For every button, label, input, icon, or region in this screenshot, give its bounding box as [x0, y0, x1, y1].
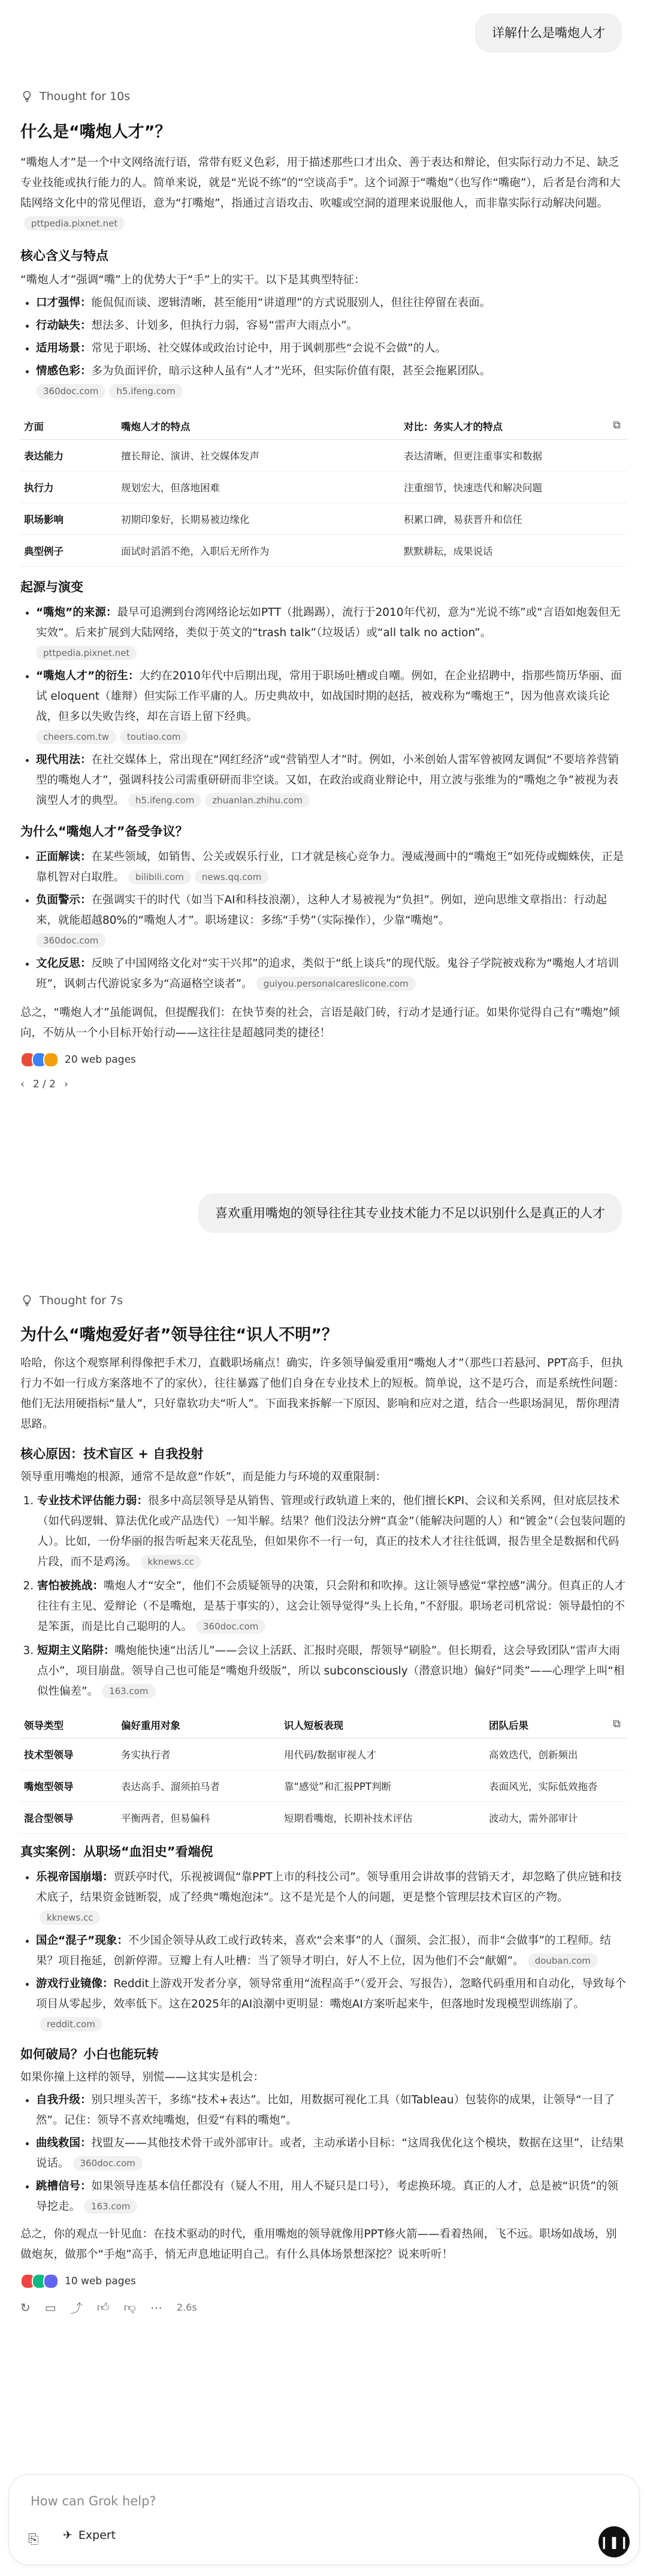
voice-mode-button[interactable]: [598, 2526, 630, 2557]
message-actions: [20, 2299, 627, 2316]
thumbs-up-icon[interactable]: 👍︎: [96, 2300, 110, 2314]
source-chip[interactable]: toutiao.com: [120, 730, 188, 744]
more-icon[interactable]: ⋯: [150, 2300, 162, 2315]
table-header: 对比：务实人才的特点: [400, 413, 627, 440]
list-item: • 乐视帝国崩塌：贾跃亭时代，乐视被调侃“靠PPT上市的科技公司”。领导重用会讲故事的营销天才，却忽略了供应链和技术底子，结果资金链断裂，成了经典“嘴炮泡沫”。这不是光是个人的问题，更是整个管理层技术盲区的产物。kknews.cc: [36, 1867, 627, 1928]
table-row: 嘴炮型领导 表达高手、溜须拍马者 靠“感觉”和汇报PPT判断 表面风光，实际低效拖沓: [20, 1770, 627, 1802]
copy-icon[interactable]: ⧉: [613, 1718, 621, 1730]
web-pages-button[interactable]: [20, 1052, 627, 1068]
pager-label: 2 / 2: [32, 1078, 56, 1090]
response-2: [20, 1322, 627, 2316]
comment-icon[interactable]: ▭: [44, 2300, 56, 2315]
source-chip[interactable]: pttpedia.pixnet.net: [36, 646, 137, 660]
source-chip[interactable]: 360doc.com: [196, 1619, 265, 1634]
user-message-text: 喜欢重用嘴炮的领导往往其专业技术能力不足以识别什么是真正的人才: [215, 1206, 605, 1220]
section-title: 起源与演变: [20, 580, 83, 594]
web-pages-label: 20 web pages: [65, 1054, 136, 1066]
source-chip[interactable]: 163.com: [102, 1684, 155, 1698]
leader-table-wrap: [20, 1712, 627, 1834]
table-header: 识人短板表现: [280, 1712, 485, 1739]
list-item: 1. 专业技术评估能力弱：很多中高层领导是从销售、管理或行政轨道上来的，他们擅长KPI、会议和关系网，但对底层技术（如代码逻辑、算法优化或产品迭代）一知半解。结果？他们没法分辨“真金”（能解决问题的人）和“镀金”（会包装问题的人）。比如，一份华丽的报告听起来天花乱坠，但如果你不一行一句，真正的技术人才往往低调，报告里全是数据和代码片段，而不是鸡汤。 kknews.cc: [37, 1491, 627, 1573]
source-chip[interactable]: kknews.cc: [40, 1910, 100, 1925]
intro-paragraph: 哈哈，你这个观察犀利得像把手术刀，直戳职场痛点！确实，许多领导偏爱重用“嘴炮人才”（那些口若悬河、PPT高手，但执行力不如一行成方案落地不了的家伙），往往暴露了他们自身在专业技术上的短板。简单说，这不是巧合，而是系统性问题：他们无法用硬指标“量人”，只好靠软功夫“听人”。下面我来拆解一下原因、影响和应对之道，结合一些职场洞见，帮你理清思路。: [20, 1357, 625, 1431]
list-item: • 正面解读：在某些领域，如销售、公关或娱乐行业，口才就是核心竞争力。漫威漫画中的“嘴炮王”如死侍或蜘蛛侠，正是靠机智对白取胜。 bilibili.com news.qq.com: [36, 847, 627, 888]
response-time: 2.6s: [176, 2302, 197, 2313]
tips-list: [20, 2090, 627, 2217]
table-header: 方面: [20, 413, 117, 440]
section-lead: 领导重用嘴炮的根源，通常不是故意“作妖”，而是能力与环境的双重限制：: [20, 1471, 387, 1483]
composer: [8, 2474, 640, 2565]
intro-paragraph: “嘴炮人才”是一个中文网络流行语，常带有贬义色彩，用于描述那些口才出众、善于表达和辩论，但实际行动力不足、缺乏专业技能或执行能力的人。简单来说，就是“光说不练”的“空谈高手”。这个词源于“嘴炮”（也写作“嘴砲”），后者是台湾和大陆网络文化中的常见俚语，意为“打嘴炮”，指通过言语攻击、吹嘘或空洞的道理来说服他人，而非靠实际行动解决问题。pttpedia.pixnet.net: [20, 153, 627, 234]
list-item: • 负面警示：在强调实干的时代（如当下AI和科技浪潮），这种人才易被视为“负担”。例如，逆向思维文章指出：行动起来，就能超越80%的“嘴炮人才”。职场建议：多练“手势”（实际操作），少靠“嘴炮”。 360doc.com: [36, 890, 627, 951]
comparison-table: [20, 413, 627, 567]
thought-toggle[interactable]: [20, 1294, 123, 1307]
section-title: 真实案例：从职场“血泪史”看端倪: [20, 1845, 213, 1859]
list-item: • 口才强悍：能侃侃而谈、逻辑清晰，甚至能用“讲道理”的方式说服别人，但往往停留在表面。: [36, 293, 627, 313]
thought-label: Thought for 10s: [40, 90, 131, 103]
attach-icon[interactable]: ⎘: [28, 2532, 39, 2547]
web-pages-label: 10 web pages: [65, 2275, 136, 2287]
source-chip[interactable]: cheers.com.tw: [36, 730, 116, 744]
waveform-icon: ❙❚❙: [598, 2535, 630, 2549]
list-item: • 国企“混子”现象：不少国企领导从政工或行政转来，喜欢“会来事”的人（溜须、会汇报），而非“会做事”的工程师。结果？项目拖延，创新停滞。豆瓣上有人吐槽：当了领导才明白，好人不上位，因为他们不会“献媚”。 douban.com: [36, 1931, 627, 1972]
source-chip[interactable]: reddit.com: [40, 2017, 102, 2031]
list-item: 3. 短期主义陷阱：嘴炮能快速“出活儿”——会议上活跃、汇报时亮眼，帮领导“刷脸”。但长期看，这会导致团队“雷声大雨点小”，项目崩盘。领导自己也可能是“嘴炮升级版”，所以 subconsciously（潜意识地）偏好“同类”——心理学上叫“相似性偏差”。 163.com: [37, 1641, 627, 1702]
section-title: 核心含义与特点: [20, 249, 108, 263]
section-title: 核心原因：技术盲区 + 自我投射: [20, 1447, 204, 1461]
mode-label: Expert: [78, 2529, 116, 2542]
summary-paragraph: 总之，“嘴炮人才”虽能调侃，但提醒我们：在快节奏的社会，言语是敲门砖，行动才是通行证。如果你觉得自己有“嘴炮”倾向，不妨从一个小目标开始行动——这往往是超越同类的捷径！: [20, 1006, 620, 1039]
list-item: • 文化反思：反映了中国网络文化对“实干兴邦”的追求，类似于“纸上谈兵”的现代版。鬼谷子学院被戏称为“嘴炮人才培训班”，讽刺古代游说家多为“高逼格空谈者”。 guiyou.personalcareslicone.com: [36, 954, 627, 994]
rocket-icon: ✈: [63, 2529, 72, 2542]
source-favicons: [20, 1052, 59, 1068]
section-lead: 如果你撞上这样的领导，别慌——这其实是机会：: [20, 2071, 265, 2084]
feature-list: [20, 293, 627, 402]
response-pager: [20, 1078, 627, 1090]
response-title: 为什么“嘴炮爱好者”领导往往“识人不明”？: [20, 1326, 338, 1344]
copy-icon[interactable]: ⧉: [613, 419, 621, 431]
source-chip[interactable]: h5.ifeng.com: [128, 793, 201, 808]
source-chip[interactable]: bilibili.com: [128, 870, 191, 884]
table-row: 典型例子 面试时滔滔不绝，入职后无所作为 默默耕耘，成果说话: [20, 535, 627, 567]
source-favicons: [20, 2273, 59, 2289]
user-message-text: 详解什么是嘴炮人才: [492, 26, 605, 40]
user-message-bubble: [475, 13, 622, 53]
comparison-table-wrap: [20, 413, 627, 567]
table-row: 技术型领导 务实执行者 用代码/数据审视人才 高效迭代，创新频出: [20, 1739, 627, 1770]
lightbulb-icon: [20, 1294, 34, 1307]
source-chip[interactable]: 360doc.com: [36, 933, 105, 948]
case-list: [20, 1867, 627, 2035]
source-chip[interactable]: news.qq.com: [195, 870, 268, 884]
composer-input[interactable]: How can Grok help?: [31, 2494, 156, 2508]
source-chip[interactable]: pttpedia.pixnet.net: [24, 216, 125, 231]
table-header: 嘴炮人才的特点: [117, 413, 400, 440]
thought-toggle[interactable]: [20, 90, 130, 103]
list-item: • 现代用法：在社交媒体上，常出现在“网红经济”或“营销型人才”时。例如，小米创始人雷军曾被网友调侃“不要培养营销型的嘴炮人才”，强调科技公司需重研研而非空谈。又如，在政治或商业辩论中，用立波与张维为的“嘴炮之争”被视为表演型人才的典型。 h5.ifeng.com zhuanlan.zhihu.com: [36, 750, 627, 811]
table-header: 团队后果: [485, 1712, 627, 1739]
source-chip[interactable]: zhuanlan.zhihu.com: [205, 793, 310, 808]
source-chip[interactable]: guiyou.personalcareslicone.com: [256, 976, 416, 991]
section-title: 为什么“嘴炮人才”备受争议？: [20, 824, 188, 839]
user-message-bubble: [198, 1193, 622, 1233]
controversy-list: [20, 847, 627, 994]
source-chip[interactable]: douban.com: [528, 1954, 598, 1968]
list-item: • 自我升级：别只埋头苦干，多练“技术+表达”。比如，用数据可视化工具（如Tableau）包装你的成果，让领导“一目了然”。记住：领导不喜欢纯嘴炮，但爱“有料的嘴炮”。: [36, 2090, 627, 2131]
list-item: • “嘴炮人才”的衍生：大约在2010年代中后期出现，常用于职场吐槽或自嘲。例如，在企业招聘中，指那些简历华丽、面试 eloquent（雄辩）但实际工作平庸的人。历史典故中，如战国时期的赵括，被戏称为“嘴炮王”，因为他喜欢谈兵论战，但多以失败告终，却在言语上留下经典。 cheers.com.tw toutiao.com: [36, 666, 627, 748]
table-row: 职场影响 初期印象好，长期易被边缘化 积累口碑，易获晋升和信任: [20, 503, 627, 535]
web-pages-button[interactable]: [20, 2273, 627, 2289]
source-chip[interactable]: h5.ifeng.com: [109, 384, 182, 398]
regenerate-icon[interactable]: ↻: [20, 2300, 31, 2315]
table-row: 执行力 规划宏大，但落地困难 注重细节，快速迭代和解决问题: [20, 471, 627, 503]
source-chip[interactable]: kknews.cc: [141, 1555, 201, 1569]
source-chip[interactable]: 360doc.com: [36, 384, 105, 398]
lightbulb-icon: [20, 90, 34, 103]
chevron-right-icon[interactable]: ›: [64, 1078, 68, 1090]
response-title: 什么是“嘴炮人才”？: [20, 123, 171, 141]
list-item: • 行动缺失：想法多、计划多，但执行力弱，容易“雷声大雨点小”。: [36, 316, 627, 336]
section-title: 如何破局？小白也能玩转: [20, 2047, 159, 2061]
list-item: • “嘴炮”的来源：最早可追溯到台湾网络论坛如PTT（批踢踢），流行于2010年代初，意为“光说不练”或“言语如炮轰但无实效”。后来扩展到大陆网络，类似于英文的“trash talk”（垃圾话）或“all talk no action”。 pttpedia.pixnet.net: [36, 603, 627, 664]
mode-selector[interactable]: [63, 2529, 116, 2542]
list-item: • 跳槽信号：如果领导连基本信任都没有（疑人不用，用人不疑只是口号），考虑换环境。真正的人才，总是被“识货”的领导挖走。 163.com: [36, 2176, 627, 2217]
list-item: • 曲线救国：找盟友——其他技术骨干或外部审计。或者，主动承诺小目标：“这周我优化这个模块，数据在这里”，让结果说话。 360doc.com: [36, 2133, 627, 2174]
origin-list: [20, 603, 627, 811]
section-lead: “嘴炮人才”强调“嘴”上的优势大于“手”上的实干。以下是其典型特征：: [20, 274, 365, 286]
leader-table: [20, 1712, 627, 1834]
list-item: 2. 害怕被挑战：嘴炮人才“安全”，他们不会质疑领导的决策，只会附和和吹捧。这让领导感觉“掌控感”满分。但真正的人才往往有主见、爱辩论（不是嘴炮，是基于事实的），这会让领导觉得“头上长角，”不舒服。职场老司机常说：领导最怕的不是笨蛋，而是比自己聪明的人。 360doc.com: [37, 1576, 627, 1637]
share-icon[interactable]: ⤴: [70, 2301, 83, 2315]
reason-list: [20, 1491, 627, 1702]
table-header: 领导类型: [20, 1712, 117, 1739]
source-chip[interactable]: 360doc.com: [73, 2156, 143, 2170]
summary-paragraph: 总之，你的观点一针见血：在技术驱动的时代，重用嘴炮的领导就像用PPT修火箭——看着热闹，飞不远。职场如战场，别做炮灰，做那个“手炮”高手，悄无声息地证明自己。有什么具体场景想深挖？说来听听！: [20, 2228, 617, 2261]
source-chip[interactable]: 163.com: [84, 2199, 137, 2214]
list-item: • 游戏行业镜像：Reddit上游戏开发者分享，领导常重用“流程高手”（爱开会、写报告），忽略代码重用和自动化，导致每个项目从零起步，效率低下。这在2025年的AI浪潮中更明显：嘴炮AI方案听起来牛，但落地时发现模型训练崩了。reddit.com: [36, 1974, 627, 2035]
thumbs-down-icon[interactable]: 👎︎: [123, 2300, 136, 2314]
chevron-left-icon[interactable]: ‹: [20, 1078, 25, 1090]
response-1: [20, 119, 627, 1090]
table-header: 偏好重用对象: [117, 1712, 280, 1739]
list-item: • 情感色彩：多为负面评价，暗示这种人虽有“人才”光环，但实际价值有限，甚至会拖累团队。 360doc.com h5.ifeng.com: [36, 361, 627, 402]
table-row: 混合型领导 平衡两者，但易偏科 短期看嘴炮，长期补技术评估 波动大，需外部审计: [20, 1802, 627, 1834]
list-item: • 适用场景：常见于职场、社交媒体或政治讨论中，用于讽刺那些“会说不会做”的人。: [36, 338, 627, 359]
thought-label: Thought for 7s: [40, 1294, 123, 1307]
table-row: 表达能力 擅长辩论、演讲、社交媒体发声 表达清晰，但更注重事实和数据: [20, 440, 627, 471]
